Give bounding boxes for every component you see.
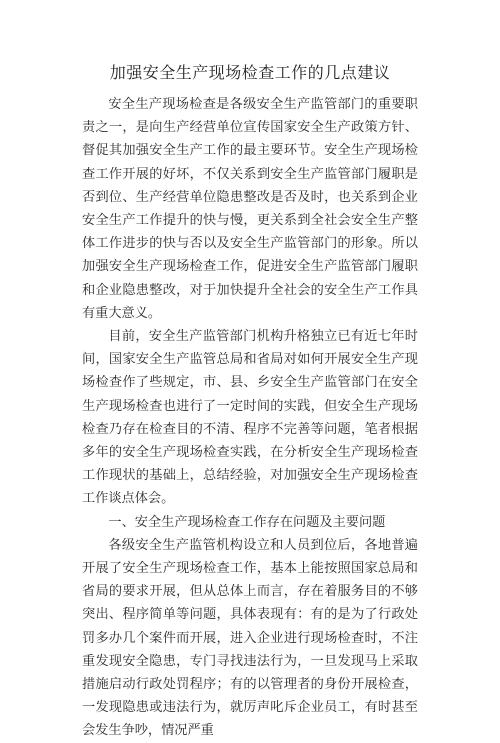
paragraph-section-one: 各级安全生产监管机构设立和人员到位后，各地普遍开展了安全生产现场检查工作，基本上能按照国家总局和省局的要求开展，但从总体上而言，存在着服务目的不够突出、程序简单等问题，具体表现有：有的是为了行政处罚多办几个案件而开展，进入企业进行现场检查时，不注重发现安全隐患，专门寻找违法行为，一旦发现马上采取措施启动行政处罚程序；有的以管理者的身份开展检查，一发现隐患或违法行为，就厉声叱斥企业员工，有时甚至会发生争吵，情况严重 (82, 537, 418, 739)
paragraph-background: 目前，安全生产监管部门机构升格独立已有近七年时间，国家安全生产监管总局和省局对如何开展安全生产现场检查作了些规定，市、县、乡安全生产监管部门在安全生产现场检查也进行了一定时间的实践，但安全生产现场检查乃存在检查目的不清、程序不完善等问题，笔者根据多年的安全生产现场检查实践，在分析安全生产现场检查工作现状的基础上，总结经验，对加强安全生产现场检查工作谈点体会。 (82, 329, 418, 507)
section-heading: 一、安全生产现场检查工作存在问题及主要问题 (108, 514, 386, 530)
paragraph-intro: 安全生产现场检查是各级安全生产监管部门的重要职责之一，是向生产经营单位宣传国家安全生产政策方针、督促其加强安全生产工作的最主要环节。安全生产现场检查工作开展的好坏，不仅关系到安全生产监管部门履职是否到位、生产经营单位隐患整改是否及时，也关系到企业安全生产工作提升的快与慢，更关系到全社会安全生产整体工作进步的快与否以及安全生产监管部门的形象。所以加强安全生产现场检查工作，促进安全生产监管部门履职和企业隐患整改，对于加快提升全社会的安全生产工作具有重大意义。 (82, 97, 418, 321)
document-title: 加强安全生产现场检查工作的几点建议 (109, 63, 391, 82)
